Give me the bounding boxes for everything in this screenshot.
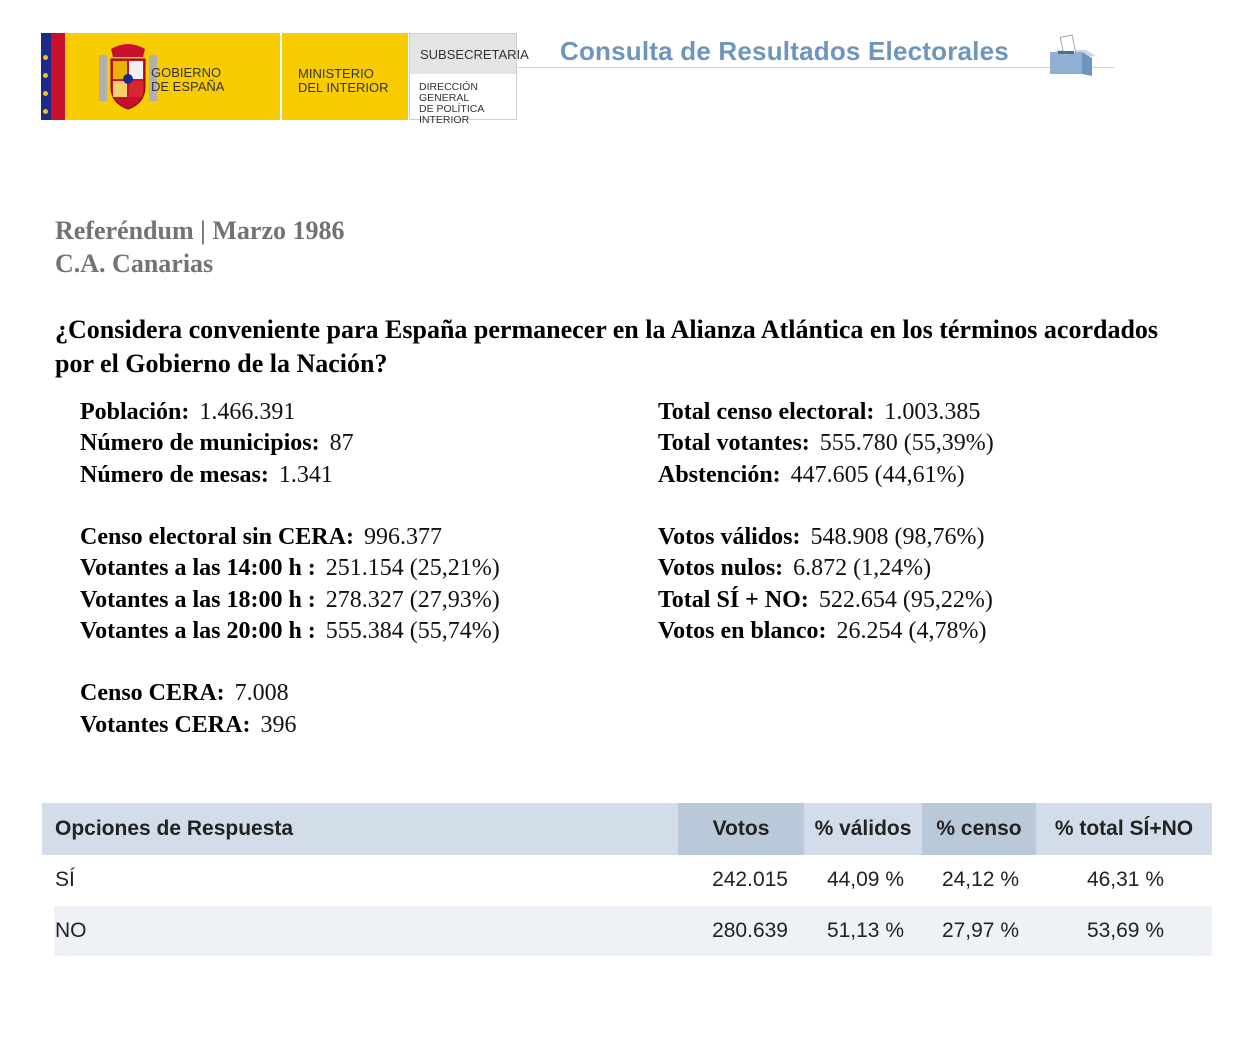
stat-votos-blanco: Votos en blanco: 26.254 (4,78%) xyxy=(658,618,987,644)
stat-total-censo: Total censo electoral: 1.003.385 xyxy=(658,399,981,425)
stat-votantes-14h: Votantes a las 14:00 h : 251.154 (25,21%) xyxy=(80,555,500,581)
stat-votos-validos: Votos válidos: 548.908 (98,76%) xyxy=(658,524,985,550)
header-banner xyxy=(41,33,529,126)
flag-stripe xyxy=(41,33,65,120)
referendum-question: ¿Considera conveniente para España permanecer en la Alianza Atlántica en los términos acordados por el Gobierno de la Nación? xyxy=(55,315,1159,378)
election-region: C.A. Canarias xyxy=(55,249,214,278)
gobierno-label: GOBIERNO DE ESPAÑA xyxy=(151,65,225,94)
row-option: SÍ xyxy=(55,868,75,891)
stat-poblacion: Población: 1.466.391 xyxy=(80,399,296,425)
ministerio-label: MINISTERIO DEL INTERIOR xyxy=(298,66,389,95)
stat-total-votantes: Total votantes: 555.780 (55,39%) xyxy=(658,430,994,456)
table-header-row xyxy=(42,803,1212,855)
header-opciones: Opciones de Respuesta xyxy=(55,817,294,840)
stat-censo-cera: Censo CERA: 7.008 xyxy=(80,680,289,706)
row-pct-validos: 51,13 % xyxy=(826,919,904,942)
gobierno-block xyxy=(65,33,280,120)
stat-municipios: Número de municipios: 87 xyxy=(80,430,354,456)
direccion-label: DIRECCIÓN GENERAL DE POLÍTICA INTERIOR xyxy=(419,81,484,126)
row-option: NO xyxy=(55,919,87,942)
election-title: Referéndum | Marzo 1986 xyxy=(55,216,345,245)
row-votos: 242.015 xyxy=(712,868,788,891)
coat-of-arms-icon xyxy=(97,41,159,113)
ballot-box-icon xyxy=(1046,32,1098,76)
stat-votantes-cera: Votantes CERA: 396 xyxy=(80,712,297,738)
stat-mesas: Número de mesas: 1.341 xyxy=(80,462,333,488)
header-pct-total: % total SÍ+NO xyxy=(1054,817,1194,840)
app-title: Consulta de Resultados Electorales xyxy=(560,36,1009,66)
header-pct-censo: % censo xyxy=(922,803,1036,855)
row-pct-total: 53,69 % xyxy=(1086,919,1164,942)
row-pct-censo: 24,12 % xyxy=(941,868,1019,891)
ministerio-block xyxy=(282,33,408,120)
table-row xyxy=(42,855,1212,905)
stat-votantes-18h: Votantes a las 18:00 h : 278.327 (27,93%) xyxy=(80,587,500,613)
stat-total-si-no: Total SÍ + NO: 522.654 (95,22%) xyxy=(658,587,993,613)
stat-votos-nulos: Votos nulos: 6.872 (1,24%) xyxy=(658,555,932,581)
title-divider xyxy=(518,67,1114,68)
stat-censo-sin-cera: Censo electoral sin CERA: 996.377 xyxy=(80,524,442,550)
row-pct-validos: 44,09 % xyxy=(826,868,904,891)
subsecretaria-block xyxy=(409,33,529,126)
row-votos: 280.639 xyxy=(712,919,788,942)
row-pct-censo: 27,97 % xyxy=(941,919,1019,942)
subsecretaria-label: SUBSECRETARIA xyxy=(420,47,529,62)
row-pct-total: 46,31 % xyxy=(1086,868,1164,891)
header-votos: Votos xyxy=(678,803,804,855)
header-pct-validos: % válidos xyxy=(814,817,912,840)
stat-abstencion: Abstención: 447.605 (44,61%) xyxy=(658,462,965,488)
table-row xyxy=(54,906,1212,956)
stat-votantes-20h: Votantes a las 20:00 h : 555.384 (55,74%) xyxy=(80,618,500,644)
